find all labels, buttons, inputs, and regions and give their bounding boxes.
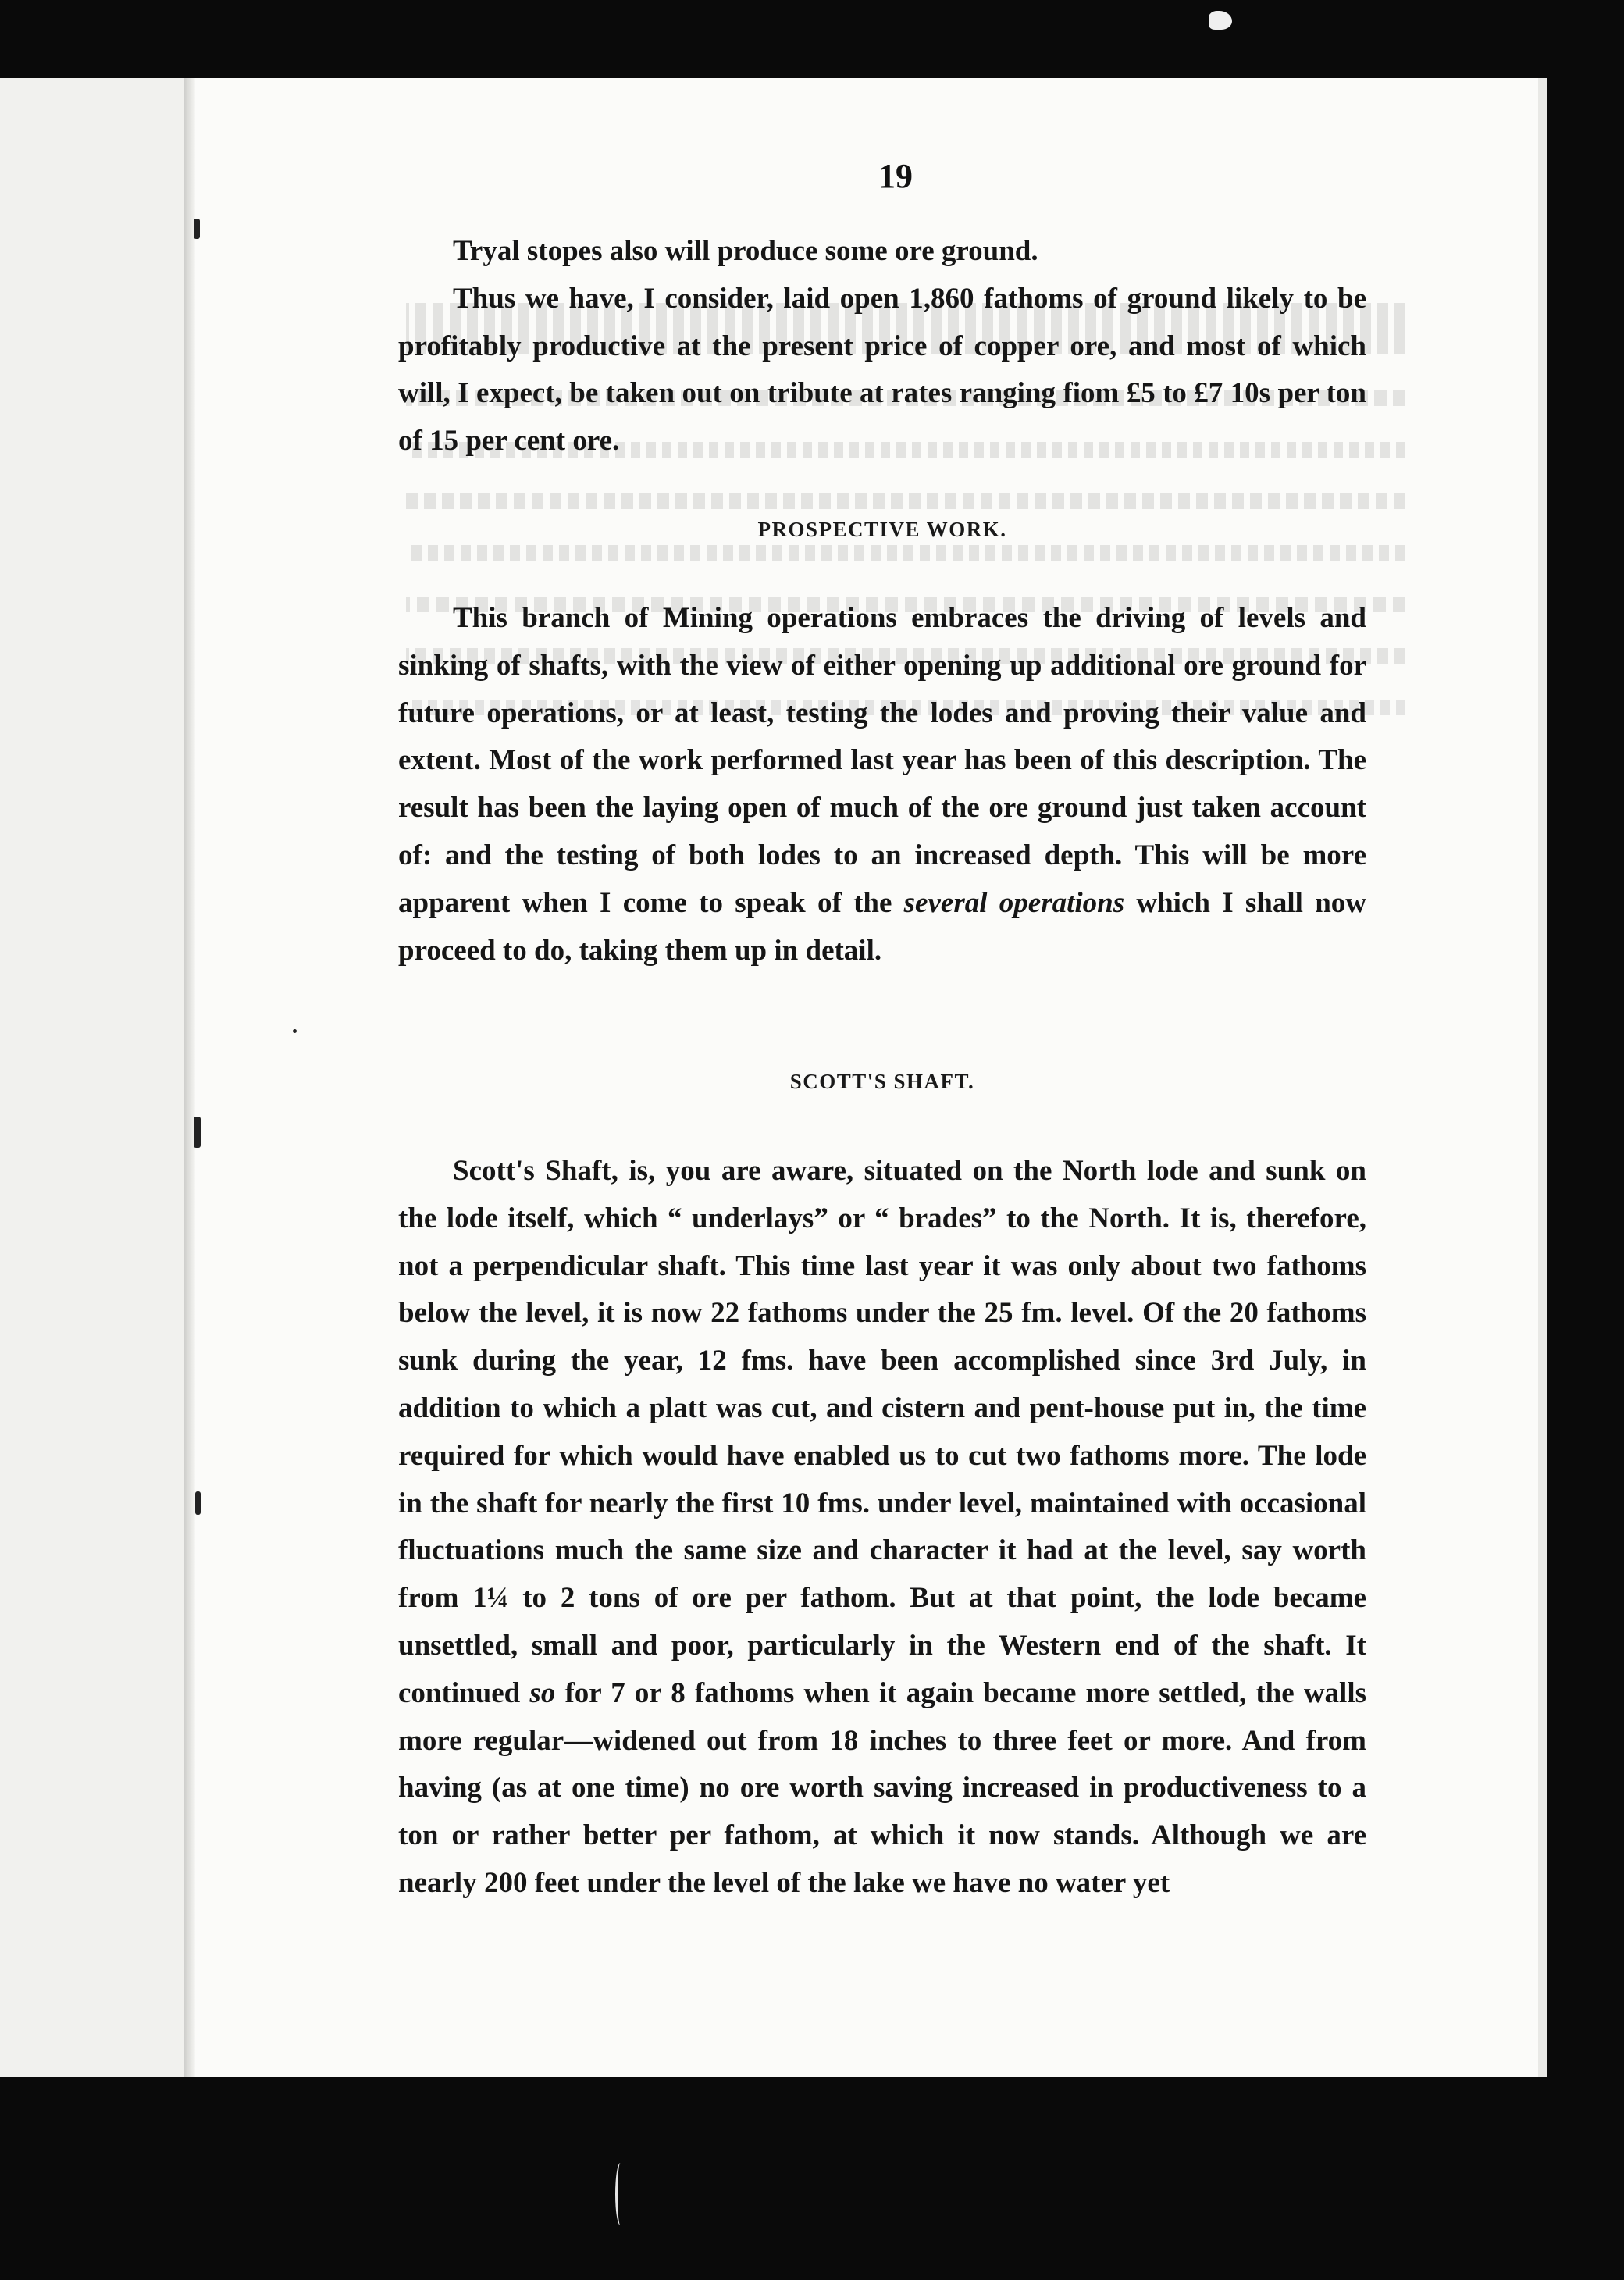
ink-speck [194, 219, 200, 239]
ink-speck [293, 1029, 297, 1033]
paragraph-prospective-work [398, 595, 1366, 974]
prospective-text-start: This branch of Mining operations embraces the driving of levels and sinking of shafts, with the view of either opening up additional ore ground for future operations, or at least, testing the lodes and proving their value and extent. Most of the work performed last year has been of this description. The result has been the laying open of much of the ore ground just taken account of: and the testing of both lodes to an increased depth. This will be more apparent when I come to speak of the [398, 602, 1366, 919]
page-right-edge [1538, 78, 1547, 2077]
paragraph-fathoms-summary: Thus we have, I consider, laid open 1,860 fathoms of ground likely to be profitably productive at the present price of copper ore, and most of which will, I expect, be taken out on tribute at rates ranging fiom £5 to £7 10s per ton of 15 per cent ore. [398, 282, 1366, 458]
ink-speck [194, 1117, 201, 1148]
intro-text [398, 228, 1366, 465]
scan-smudge [615, 2163, 625, 2225]
heading-prospective-work: PROSPECTIVE WORK. [757, 518, 1007, 541]
prospective-work-text [398, 595, 1366, 974]
prospective-text-italic: several operations [903, 886, 1125, 919]
prospective-text-end: which I shall now proceed to do, taking them up in detail. [398, 886, 1366, 967]
scott-text-italic: so [529, 1676, 556, 1709]
facing-page-edge [0, 78, 187, 2077]
scott-text-end: for 7 or 8 fathoms when it again became more settled, the walls more regular—widened out from 18 inches to three feet or more. And from having (as at one time) no ore worth saving increased in productiveness to a ton or rather better per fathom, at which it now stands. Although we are nearly 200 feet under the level of the lake we have no water yet [398, 1676, 1366, 1899]
gutter-shadow [184, 78, 195, 2077]
heading-scotts-shaft: SCOTT'S SHAFT. [789, 1070, 975, 1093]
scotts-shaft-text [398, 1148, 1366, 1908]
page-number: 19 [878, 157, 913, 195]
scan-smudge [1209, 11, 1232, 30]
paragraph-tryal-stopes: Tryal stopes also will produce some ore ground. [453, 235, 1038, 267]
scott-text-start: Scott's Shaft, is, you are aware, situated on the North lode and sunk on the lode itself, which “ underlays” or “ brades” to the North. It is, therefore, not a perpendicular shaft. This time last year it was only about two fathoms below the level, it is now 22 fathoms under the 25 fm. level. Of the 20 fathoms sunk during the year, 12 fms. have been accomplished since 3rd July, in addition to which a platt was cut, and cistern and pent-house put in, the time required for which would have enabled us to cut two fathoms more. The lode in the shaft for nearly the first 10 fms. under level, maintained with occasional fluctuations much the same size and character it had at the level, say worth from 1¼ to 2 tons of ore per fathom. But at that point, the lode became unsettled, small and poor, particularly in the Western end of the shaft. It continued [398, 1155, 1366, 1709]
ink-speck [195, 1491, 201, 1515]
paragraph-scotts-shaft [398, 1148, 1366, 1908]
